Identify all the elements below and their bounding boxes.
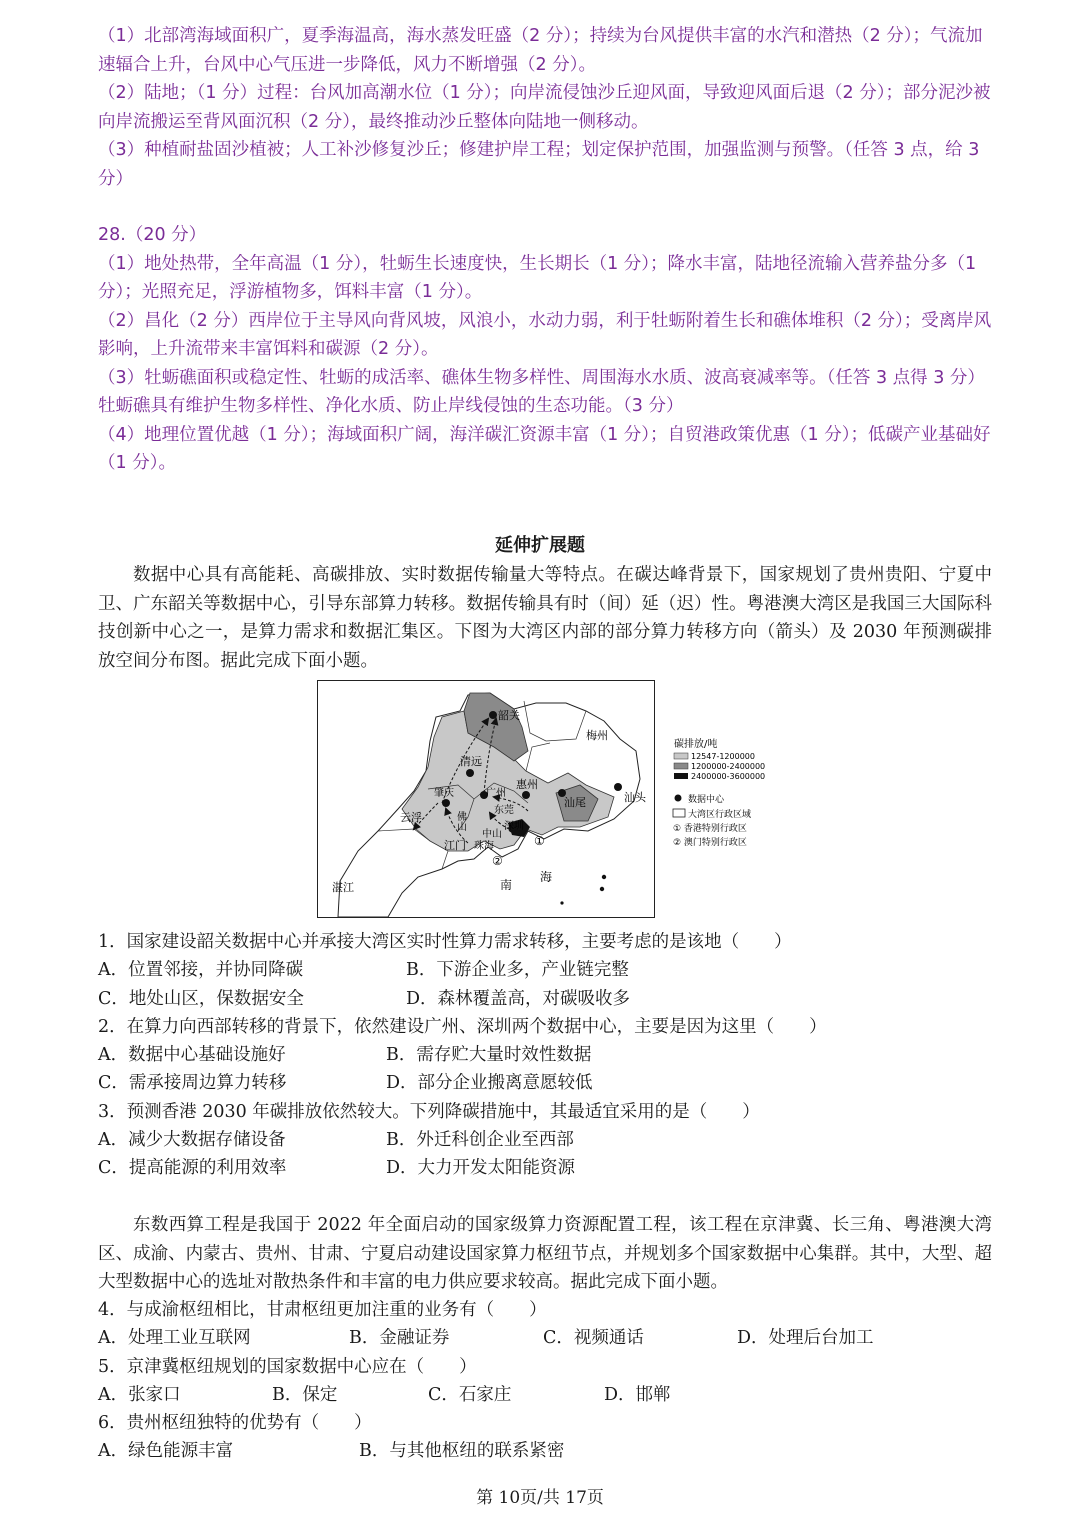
option[interactable]: A．处理工业互联网 bbox=[98, 1328, 251, 1349]
option[interactable]: A．减少大数据存储设备 bbox=[98, 1130, 286, 1151]
city-label: 清远 bbox=[460, 755, 482, 768]
city-label: 湛江 bbox=[332, 881, 354, 894]
option[interactable]: B．与其他枢纽的联系紧密 bbox=[359, 1441, 565, 1462]
option[interactable]: B．外迁科创企业至西部 bbox=[386, 1130, 574, 1151]
extension-title: 延伸扩展题 bbox=[495, 535, 585, 556]
option[interactable]: C．地处山区，保数据安全 bbox=[98, 988, 304, 1009]
city-label: 云浮 bbox=[400, 811, 422, 824]
question-stem: 2．在算力向西部转移的背景下，依然建设广州、深圳两个数据中心，主要是因为这里（ ） bbox=[98, 1016, 827, 1037]
answer-line: （2）昌化（2 分）西岸位于主导风向背风坡，风浪小，水动力弱，利于牡蛎附着生长和礁体堆积（2 分）；受离岸风影响，上升流带来丰富饵料和碳源（2 分）。 bbox=[98, 310, 992, 359]
map-svg bbox=[318, 681, 766, 917]
option[interactable]: C．需承接周边算力转移 bbox=[98, 1073, 287, 1094]
answer-line: （1）地处热带，全年高温（1 分），牡蛎生长速度快，生长期长（1 分）；降水丰富，陆地径流输入营养盐分多（1 分）；光照充足，浮游植物多，饵料丰富（1 分）。 bbox=[98, 253, 977, 302]
option[interactable]: D．邯郸 bbox=[604, 1384, 671, 1405]
option[interactable]: A．张家口 bbox=[98, 1384, 181, 1405]
questions-block-1 bbox=[98, 928, 1020, 1183]
legend-item: 大湾区行政区域 bbox=[688, 810, 752, 820]
option[interactable]: B．保定 bbox=[272, 1384, 338, 1405]
legend-item: ② 澳门特别行政区 bbox=[673, 838, 747, 848]
city-label: 东莞 bbox=[494, 805, 514, 816]
legend-range: 1200000-2400000 bbox=[691, 762, 766, 771]
question-stem: 4．与成渝枢纽相比，甘肃枢纽更加注重的业务有（ ） bbox=[98, 1300, 547, 1320]
option[interactable]: D．森林覆盖高，对碳吸收多 bbox=[406, 988, 631, 1009]
city-label: 江门 bbox=[444, 839, 466, 852]
legend-item: 数据中心 bbox=[688, 795, 725, 805]
legend-range: 12547-1200000 bbox=[691, 752, 755, 761]
city-label: 梅州 bbox=[586, 729, 608, 742]
question-stem: 6．贵州枢纽独特的优势有（ ） bbox=[98, 1413, 372, 1434]
answer-line: 牡蛎礁具有维护生物多样性、净化水质、防止岸线侵蚀的生态功能。（3 分） bbox=[98, 396, 684, 416]
city-label: 肇庆 bbox=[434, 788, 454, 799]
region-mark: ① bbox=[534, 834, 545, 848]
question-28-header: 28.（20 分） bbox=[98, 225, 207, 245]
answer-line: （3）牡蛎礁面积或稳定性、牡蛎的成活率、礁体生物多样性、周围海水水质、波高衰减率等。（任答 3 点得 3 分） bbox=[98, 367, 985, 388]
sea-label: 海 bbox=[540, 870, 553, 884]
city-label: 韶关 bbox=[498, 709, 520, 722]
data-center-dot bbox=[466, 769, 474, 777]
option[interactable]: D．处理后台加工 bbox=[737, 1328, 874, 1349]
answers-top bbox=[98, 22, 992, 478]
extension-intro-1: 数据中心具有高能耗、高碳排放、实时数据传输量大等特点。在碳达峰背景下，国家规划了贵州贵阳、宁夏中卫、广东韶关等数据中心，引导东部算力转移。数据传输具有时（间）延（迟）性。粤港澳大湾区是我国三大国际科技创新中心之一，是算力需求和数据汇集区。下图为大湾区内部的部分算力转移方向（箭头）及 2030 年预测碳排放空间分布图。据此完成下面小题。 bbox=[98, 565, 992, 671]
city-label: 中山 bbox=[482, 829, 502, 840]
option[interactable]: D．大力开发太阳能资源 bbox=[386, 1158, 576, 1179]
region-mark: ② bbox=[492, 854, 503, 868]
city-label: 深圳 bbox=[504, 821, 524, 832]
answer-line: （2）陆地；（1 分）过程：台风加高潮水位（1 分）；向岸流侵蚀沙丘迎风面，导致迎风面后退（2 分）；部分泥沙被向岸流搬运至背风面沉积（2 分），最终推动沙丘整体向陆地一侧移动。 bbox=[98, 83, 991, 132]
option[interactable]: D．部分企业搬离意愿较低 bbox=[386, 1073, 593, 1094]
option[interactable]: C．提高能源的利用效率 bbox=[98, 1158, 287, 1179]
legend-item: ① 香港特别行政区 bbox=[673, 824, 747, 834]
city-label: 珠海 bbox=[474, 841, 494, 852]
sea-label: 南 bbox=[500, 878, 513, 892]
questions-block-2 bbox=[98, 1296, 1020, 1466]
answer-line: （1）北部湾海域面积广，夏季海温高，海水蒸发旺盛（2 分）；持续为台风提供丰富的水汽和潜热（2 分）；气流加速辐合上升，台风中心气压进一步降低，风力不断增强（2 分）。 bbox=[98, 26, 983, 75]
option[interactable]: A．数据中心基础设施好 bbox=[98, 1045, 286, 1066]
city-label: 佛山 bbox=[454, 811, 466, 831]
data-center-dot bbox=[489, 711, 497, 719]
city-label: 汕头 bbox=[624, 791, 646, 804]
data-center-dot bbox=[614, 783, 622, 791]
question-stem: 5．京津冀枢纽规划的国家数据中心应在（ ） bbox=[98, 1356, 477, 1377]
option[interactable]: A．位置邻接，并协同降碳 bbox=[98, 960, 304, 981]
city-label: 广州 bbox=[486, 788, 506, 799]
data-center-dot bbox=[522, 791, 530, 799]
option[interactable]: C．视频通话 bbox=[543, 1328, 644, 1349]
data-center-dot bbox=[442, 799, 450, 807]
city-label: 汕尾 bbox=[564, 796, 586, 809]
legend-range: 2400000-3600000 bbox=[691, 772, 766, 781]
question-stem: 1．国家建设韶关数据中心并承接大湾区实时性算力需求转移，主要考虑的是该地（ ） bbox=[98, 932, 792, 952]
option[interactable]: B．需存贮大量时效性数据 bbox=[386, 1045, 592, 1066]
option[interactable]: A．绿色能源丰富 bbox=[98, 1441, 234, 1462]
option[interactable]: B．下游企业多，产业链完整 bbox=[406, 960, 629, 981]
legend-title: 碳排放/吨 bbox=[674, 739, 718, 750]
option[interactable]: C．石家庄 bbox=[428, 1384, 512, 1405]
page-footer: 第 10页/共 17页 bbox=[476, 1488, 604, 1508]
answer-line: （3）种植耐盐固沙植被；人工补沙修复沙丘；修建护岸工程；划定保护范围，加强监测与预警。（任答 3 点，给 3 分） bbox=[98, 140, 980, 189]
answer-line: （4）地理位置优越（1 分）；海域面积广阔，海洋碳汇资源丰富（1 分）；自贸港政策优惠（1 分）；低碳产业基础好（1 分）。 bbox=[98, 424, 991, 473]
question-stem: 3．预测香港 2030 年碳排放依然较大。下列降碳措施中，其最适宜采用的是（ ） bbox=[98, 1101, 760, 1122]
map-legend bbox=[673, 737, 765, 848]
option[interactable]: B．金融证券 bbox=[349, 1328, 450, 1349]
greater-bay-area-map bbox=[317, 680, 766, 918]
city-label: 惠州 bbox=[516, 778, 538, 791]
extension-intro-2: 东数西算工程是我国于 2022 年全面启动的国家级算力资源配置工程，该工程在京津冀、长三角、粤港澳大湾区、成渝、内蒙古、贵州、甘肃、宁夏启动建设国家算力枢纽节点，并规划多个国家数据中心集群。其中，大型、超大型数据中心的选址对散热条件和丰富的电力供应要求较高。据此完成下面小题。 bbox=[98, 1215, 992, 1292]
